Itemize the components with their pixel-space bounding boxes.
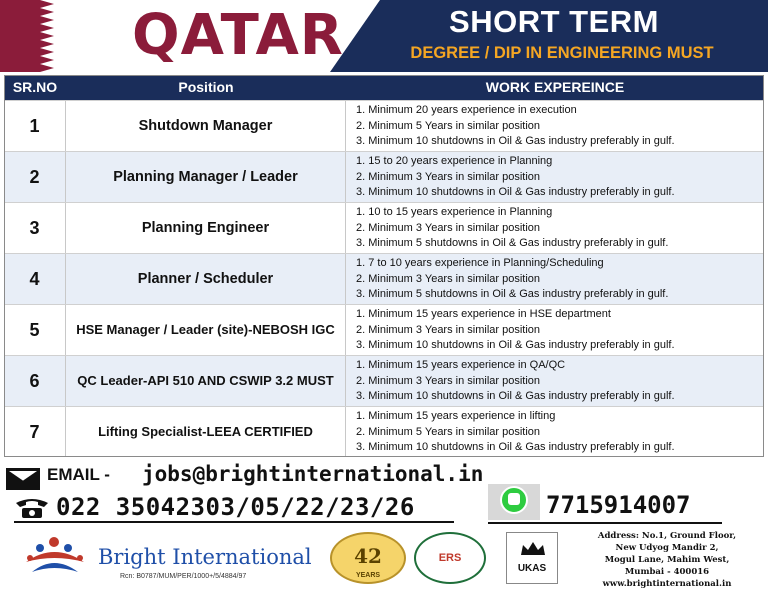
- table-row: [4, 304, 764, 355]
- experience-line: 3. Minimum 5 shutdowns in Oil & Gas industry preferably in gulf.: [356, 288, 669, 300]
- table-row: [4, 355, 764, 406]
- header-banner: [0, 0, 768, 72]
- experience-line: 1. Minimum 15 years experience in lifting: [356, 410, 556, 422]
- experience-line: 3. Minimum 10 shutdowns in Oil & Gas industry preferably in gulf.: [356, 135, 675, 147]
- table-row: [4, 151, 764, 202]
- column-header-position: Position: [178, 79, 234, 95]
- serial-number-cell: 7: [4, 407, 66, 457]
- experience-line: 1. 7 to 10 years experience in Planning/Scheduling: [356, 257, 604, 269]
- experience-line: 1. Minimum 15 years experience in QA/QC: [356, 359, 566, 371]
- position-cell: Planning Engineer: [66, 203, 346, 253]
- bright-international-logo-icon: [18, 532, 94, 584]
- years-badge: [330, 532, 406, 584]
- table-row: [4, 202, 764, 253]
- position-cell: QC Leader-API 510 AND CSWIP 3.2 MUST: [66, 356, 346, 406]
- experience-line: 1. 15 to 20 years experience in Planning: [356, 155, 553, 167]
- serial-number-cell: 3: [4, 203, 66, 253]
- serial-number-cell: 2: [4, 152, 66, 202]
- whatsapp-underline: [488, 522, 722, 524]
- address-line: Mogul Lane, Mahim West,: [604, 555, 730, 565]
- company-name: Bright International: [98, 545, 312, 569]
- ers-text: ERS: [438, 552, 462, 564]
- column-header-experience: WORK EXPEREINCE: [485, 79, 625, 95]
- experience-cell: [346, 154, 764, 201]
- column-header-srno: SR.NO: [12, 79, 58, 95]
- position-cell: Shutdown Manager: [66, 101, 346, 151]
- address-line: Mumbai - 400016: [624, 567, 710, 577]
- experience-line: 3. Minimum 10 shutdowns in Oil & Gas industry preferably in gulf.: [356, 186, 675, 198]
- experience-line: 2. Minimum 3 Years in similar position: [356, 272, 541, 285]
- experience-cell: [346, 103, 764, 150]
- table-header: [4, 75, 764, 100]
- experience-line: 1. Minimum 20 years experience in execution: [356, 104, 577, 116]
- ukas-text: UKAS: [517, 563, 547, 574]
- position-cell: HSE Manager / Leader (site)-NEBOSH IGC: [66, 305, 346, 355]
- experience-line: 1. 10 to 15 years experience in Planning: [356, 206, 553, 218]
- whatsapp-number[interactable]: 7715914007: [546, 491, 691, 519]
- website-link[interactable]: www.brightinternational.in: [602, 579, 732, 589]
- table-row: [4, 100, 764, 151]
- experience-cell: [346, 409, 764, 456]
- experience-line: 2. Minimum 3 Years in similar position: [356, 374, 541, 387]
- experience-line: 3. Minimum 5 shutdowns in Oil & Gas industry preferably in gulf.: [356, 237, 669, 249]
- serial-number-cell: 1: [4, 101, 66, 151]
- table-row: [4, 406, 764, 457]
- experience-cell: [346, 358, 764, 405]
- short-term-title: SHORT TERM: [449, 4, 659, 39]
- experience-cell: [346, 205, 764, 252]
- experience-line: 3. Minimum 10 shutdowns in Oil & Gas industry preferably in gulf.: [356, 441, 675, 453]
- table-row: [4, 253, 764, 304]
- whatsapp-handset-icon: [508, 493, 520, 505]
- country-title: QATAR: [132, 3, 344, 68]
- address-line: New Udyog Mandir 2,: [615, 543, 719, 553]
- experience-line: 2. Minimum 3 Years in similar position: [356, 323, 541, 336]
- envelope-icon: [6, 468, 40, 490]
- serial-number-cell: 4: [4, 254, 66, 304]
- experience-cell: [346, 256, 764, 303]
- email-label: EMAIL -: [47, 465, 110, 484]
- ers-certification-seal: [414, 532, 486, 584]
- degree-requirement: DEGREE / DIP IN ENGINEERING MUST: [410, 44, 714, 62]
- telephone-icon: [14, 497, 50, 519]
- experience-line: 2. Minimum 3 Years in similar position: [356, 170, 541, 183]
- serial-number-cell: 6: [4, 356, 66, 406]
- office-address: [572, 530, 762, 590]
- position-cell: Lifting Specialist-LEEA CERTIFIED: [66, 407, 346, 457]
- experience-line: 2. Minimum 5 Years in similar position: [356, 119, 541, 132]
- qatar-flag-maroon: [0, 0, 40, 72]
- phone-underline: [14, 521, 454, 523]
- experience-line: 2. Minimum 3 Years in similar position: [356, 221, 541, 234]
- phone-numbers[interactable]: 022 35042303/05/22/23/26: [56, 493, 415, 521]
- ukas-certification-badge: [506, 532, 558, 584]
- experience-cell: [346, 307, 764, 354]
- years-number: 42: [354, 544, 382, 568]
- position-cell: Planner / Scheduler: [66, 254, 346, 304]
- experience-line: 1. Minimum 15 years experience in HSE department: [356, 308, 611, 320]
- crown-icon: [518, 539, 548, 559]
- serial-number-cell: 5: [4, 305, 66, 355]
- registration-number: Rcn: B0787/MUM/PER/1000+/5/4884/97: [120, 573, 247, 580]
- position-cell: Planning Manager / Leader: [66, 152, 346, 202]
- experience-line: 2. Minimum 5 Years in similar position: [356, 425, 541, 438]
- years-label: YEARS: [355, 572, 381, 579]
- experience-line: 3. Minimum 10 shutdowns in Oil & Gas industry preferably in gulf.: [356, 390, 675, 402]
- email-address[interactable]: jobs@brightinternational.in: [142, 462, 484, 486]
- experience-line: 3. Minimum 10 shutdowns in Oil & Gas industry preferably in gulf.: [356, 339, 675, 351]
- qatar-flag-serration: [40, 0, 54, 72]
- address-line: Address: No.1, Ground Floor,: [597, 531, 737, 541]
